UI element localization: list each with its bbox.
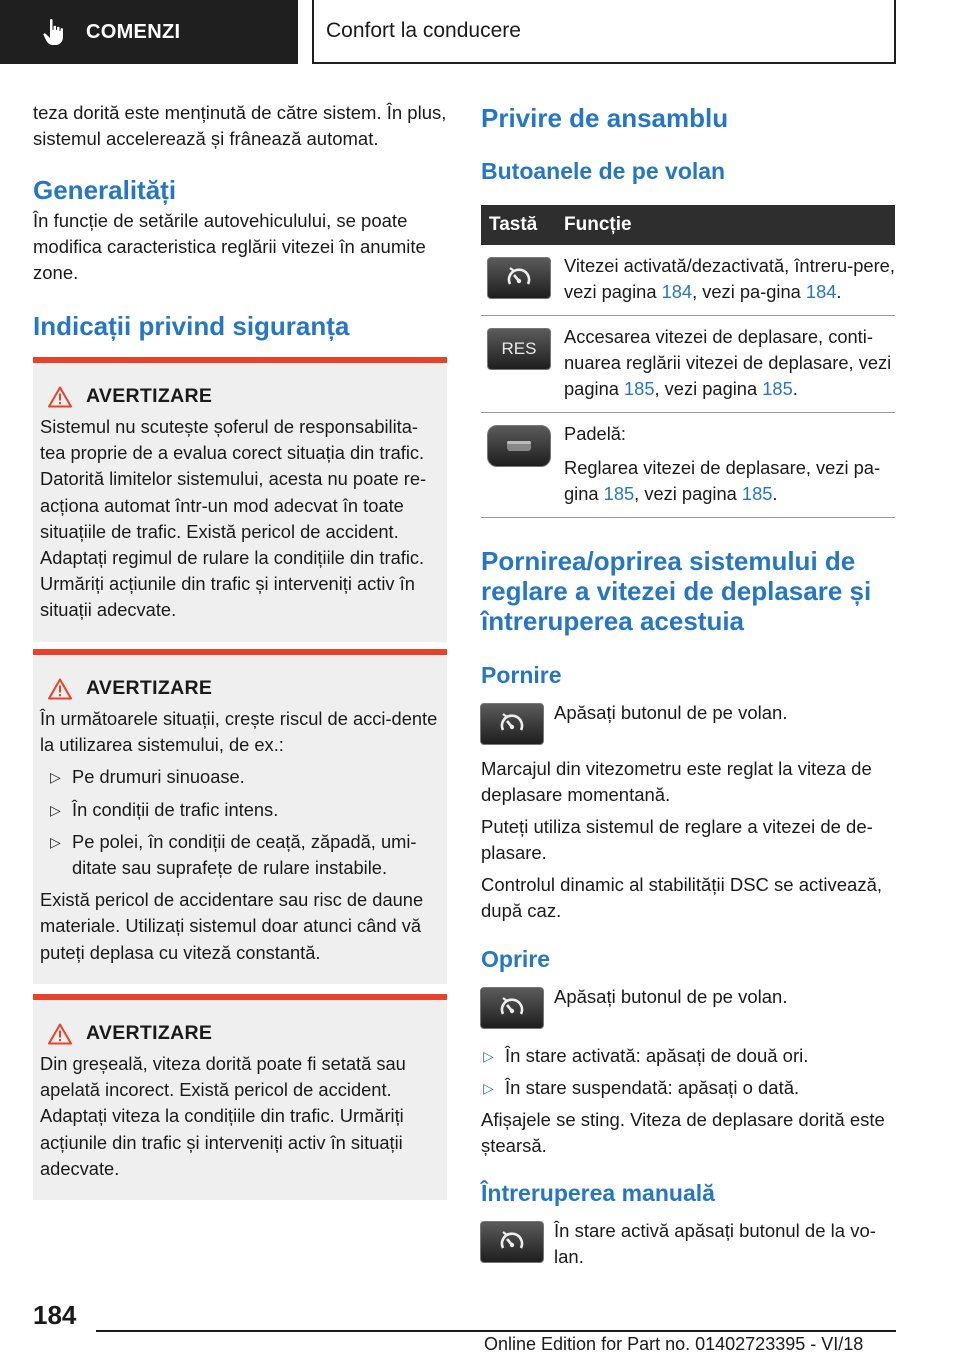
start-paragraphs [481,756,895,924]
manual-button-text: În stare activă apăsați butonul de la vo-lan. [554,1220,876,1267]
warning-text: În următoarele situații, crește riscul de acci-dente la utilizarea sistemului, de ex.: [40,708,438,756]
warning-triangle-icon [48,1023,72,1045]
stop-button-text: Apăsați butonul de pe volan. [554,986,788,1007]
cruise-control-button-icon [480,703,544,745]
left-column [33,100,447,342]
bullet-triangle-icon: ▷ [483,1080,494,1096]
warning-title: AVERTIZARE [86,1022,213,1044]
general-text: În funcție de setările autovehiculului, se poate modifica caracteristica reglării vitezei în anumite zone. [33,210,426,283]
bullet-triangle-icon: ▷ [50,801,61,818]
cruise-control-button-icon [480,1221,544,1263]
stop-list [473,1037,895,1159]
edition-info: Online Edition for Part no. 01402723395 - VI/18 [484,1334,864,1354]
footer-divider [96,1330,896,1332]
table-row [481,316,895,413]
start-paragraph: Controlul dinamic al stabilității DSC se activează, după caz. [481,874,883,921]
stop-heading: Oprire [481,946,551,972]
page-number: 184 [33,1300,77,1330]
overview-heading: Privire de ansamblu [481,103,729,133]
warning-triangle-icon [48,678,72,700]
general-heading: Generalități [33,175,177,205]
page-link[interactable]: 185 [623,378,655,399]
warning-box-3 [33,994,447,1200]
cruise-control-button-icon [487,257,551,299]
list-item: ▷ Pe drumuri sinuoase. [40,764,439,790]
start-heading: Pornire [481,662,562,688]
intro-paragraph: teza dorită este menținută de către sistem. În plus, sistemul accelerează și frânează automat. [33,102,447,149]
table-header-function: Funcție [564,205,895,245]
list-item: ▷ Pe polei, în condiții de ceață, zăpadă, umi-ditate sau suprafețe de rulare instabile. [40,829,439,881]
warning-triangle-icon [48,386,72,408]
start-paragraph: Puteți utiliza sistemul de reglare a vitezei de de-plasare. [481,816,873,863]
page-link[interactable]: 185 [762,378,793,399]
warning-text: Din greșeală, viteza dorită poate fi setată sau apelată incorect. Există pericol de accident. Adaptați viteza la condițiile din trafic. Urmăriți acțiunile din trafic și interveniți activ în situații adecvate. [40,1053,406,1179]
page-link[interactable]: 185 [741,483,773,504]
warning-text-after: Există pericol de accidentare sau risc de daune materiale. Utilizați sistemul doar atunci când vă puteți deplasa cu viteză constantă. [40,889,424,963]
button-table [481,205,895,518]
rocker-paddle-icon [487,425,551,467]
start-stop-heading: Pornirea/oprirea sistemului de reglare a vitezei de deplasare și întreruperea acestuia [481,546,872,636]
buttons-heading: Butoanele de pe volan [481,158,726,184]
manual-heading: Întreruperea manuală [481,1180,715,1206]
right-column [481,100,895,186]
page-link[interactable]: 184 [661,281,693,302]
list-item: ▷ În condiții de trafic intens. [40,797,439,823]
page-link[interactable]: 185 [603,483,635,504]
table-cell-function: Vitezei activată/dezactivată, întreru-pere, vezi pagina 184, vezi pa-gina 184. [564,245,895,316]
table-cell-function: Padelă: Reglarea vitezei de deplasare, vezi pa-gina 185, vezi pagina 185. [564,413,895,518]
safety-heading: Indicații privind siguranța [33,311,350,341]
warning-text: Sistemul nu scutește șoferul de responsabilita-tea proprie de a evalua corect situația din trafic. Datorită limitelor sistemului, acesta nu poate re-acționa automat într-un mod adecvat în toate situațiile de trafic. Există pericol de accident. Adaptați regimul de rulare la condițiile din trafic. Urmăriți acțiunile din trafic și interveniți activ în situații adecvate. [40,416,427,621]
start-stop-section [481,546,895,636]
res-button-icon: RES [487,328,551,370]
table-row [481,413,895,518]
bullet-triangle-icon: ▷ [50,833,61,850]
table-row [481,245,895,316]
warning-title: AVERTIZARE [86,385,213,407]
section-tab-label: COMENZI [86,20,181,43]
bullet-triangle-icon: ▷ [483,1048,494,1064]
start-button-text: Apăsați butonul de pe volan. [554,702,788,723]
list-item: ▷ În stare suspendată: apăsați o dată. [473,1075,895,1101]
table-cell-function: Accesarea vitezei de deplasare, conti-nuarea reglării vitezei de deplasare, vezi pagina 185, vezi pagina 185. [564,316,895,413]
table-header-key: Tastă [481,205,564,245]
hand-pointer-icon [42,18,66,46]
page-link[interactable]: 184 [805,281,837,302]
warning-title: AVERTIZARE [86,677,213,699]
cruise-control-button-icon [480,987,544,1029]
list-item: ▷ În stare activată: apăsați de două ori. [473,1043,895,1069]
warning-box-2 [33,649,447,984]
start-paragraph: Marcajul din vitezometru este reglat la viteza de deplasare momentană. [481,758,872,805]
chapter-title: Confort la conducere [312,0,896,64]
bullet-triangle-icon: ▷ [50,769,61,786]
section-tab[interactable] [0,0,298,64]
warning-box-1 [33,357,447,642]
stop-paragraph: Afișajele se sting. Viteza de deplasare dorită este ștearsă. [481,1109,885,1156]
